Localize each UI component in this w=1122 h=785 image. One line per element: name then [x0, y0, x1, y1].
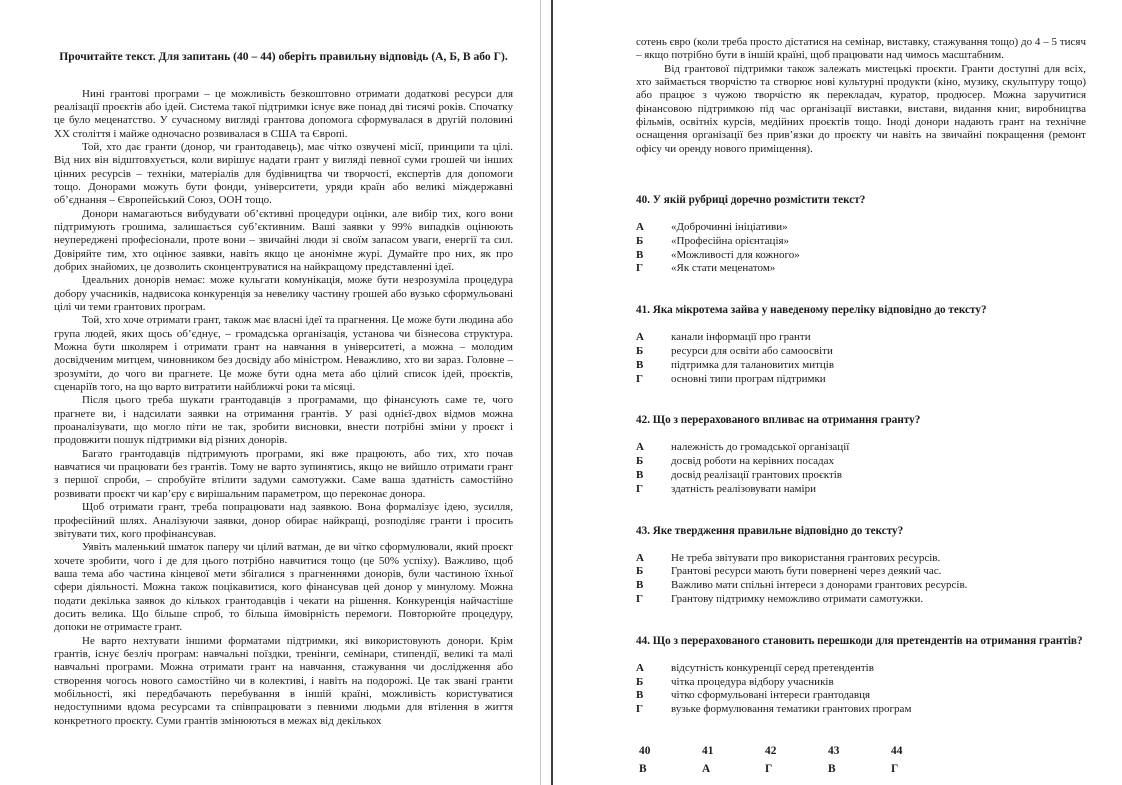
option-letter: В	[636, 358, 644, 371]
option-text: «Професійна орієнтація»	[671, 234, 790, 247]
option-row	[636, 441, 1086, 455]
option-letter: А	[636, 551, 644, 564]
option-letter: В	[636, 248, 644, 261]
passage-paragraph: Донори намагаються вибудувати об’єктивні процедури оцінки, але вибір тих, кого вони підтримують грошима, залишається суб’єктивним. Ваші заявки у 99% випадків оцінюють неупереджені професіонали, проте вони – звичайні люди зі своїм запасом уваги, енергії та сил. Довіряйте тим, хто оцінює заявки, навіть якщо це анонімне журі. Думайте про них, як про добрих знайомих, це дозволить сконцентруватися на найкращому представленні ідеї.	[54, 207, 513, 273]
option-letter: Г	[636, 262, 643, 275]
right-page	[636, 36, 1086, 775]
option-row	[636, 359, 1086, 373]
left-page	[54, 50, 513, 728]
passage-paragraph: Ідеальних донорів немає: може кульгати комунікація, може бути незрозуміла процедура добору учасників, надвисока конкуренція за невелику частину грошей або вузько сформульовані цілі чи теми грантових програм.	[54, 274, 513, 313]
option-letter: Г	[636, 703, 643, 716]
answer-key-letter: А	[702, 763, 711, 776]
option-text: належність до громадської організації	[671, 441, 850, 454]
passage-paragraph: Після цього треба шукати грантодавців з програмами, що фінансують саме те, чого прагнете ви, і надсилати заявки на отримання грантів. У разі однієї-двох відмов можна проаналізувати, що могло піти не так, зробити висновки, внести потрібні зміни у проєкт і продовжити пошук підтримки від різних донорів.	[54, 394, 513, 447]
option-row	[636, 235, 1086, 249]
question-heading: 43. Яке твердження правильне відповідно до тексту?	[636, 524, 904, 537]
question-block	[636, 193, 1086, 276]
option-text: канали інформації про гранти	[671, 331, 811, 344]
passage-instruction-header: Прочитайте текст. Для запитань (40 – 44) оберіть правильну відповідь (А, Б, В або Г).	[59, 50, 508, 63]
answer-key-column	[891, 745, 954, 775]
answer-key-letter: Г	[765, 763, 773, 776]
answer-key-number: 43	[828, 745, 840, 758]
question-block	[636, 634, 1086, 717]
option-letter: А	[636, 331, 644, 344]
option-letter: Б	[636, 234, 644, 247]
question-block	[636, 413, 1086, 496]
option-letter: Г	[636, 372, 643, 385]
option-letter: А	[636, 661, 644, 674]
option-row	[636, 703, 1086, 717]
question-heading: 44. Що з перерахованого становить перешкоди для претендентів на отримання грантів?	[636, 634, 1083, 647]
answer-key-letter: В	[639, 763, 647, 776]
question-block	[636, 524, 1086, 607]
option-text: відсутність конкуренції серед претендентів	[671, 661, 874, 674]
answer-key-number: 40	[639, 745, 651, 758]
option-text: Грантові ресурси мають бути повернені через деякий час.	[671, 565, 942, 578]
option-row	[636, 345, 1086, 359]
option-text: досвід реалізації грантових проєктів	[671, 469, 843, 482]
option-letter: Г	[636, 482, 643, 495]
page-scan-edge	[540, 0, 541, 785]
option-text: досвід роботи на керівних посадах	[671, 455, 835, 468]
answer-key-column	[702, 745, 765, 775]
option-text: здатність реалізовувати наміри	[671, 482, 816, 495]
option-row	[636, 262, 1086, 276]
option-letter: Г	[636, 593, 643, 606]
option-row	[636, 483, 1086, 497]
option-text: «Можливості для кожного»	[671, 248, 800, 261]
option-letter: А	[636, 221, 644, 234]
option-text: ресурси для освіти або самоосвіти	[671, 345, 833, 358]
option-letter: Б	[636, 345, 644, 358]
answer-key-table	[636, 745, 1086, 775]
option-text: Грантову підтримку неможливо отримати самотужки.	[671, 593, 924, 606]
option-text: Важливо мати спільні інтереси з донорами грантових ресурсів.	[671, 579, 968, 592]
question-heading: 40. У якій рубриці доречно розмістити текст?	[636, 194, 866, 207]
passage-text-left	[54, 88, 513, 729]
passage-paragraph: сотень євро (коли треба просто дістатися на семінар, виставку, стажування тощо) до 4 – 5 тисяч – якщо потрібно бути в іншій країні, щоб працювати над чимось масштабним.	[636, 36, 1086, 62]
option-text: «Як стати меценатом»	[671, 262, 776, 275]
option-letter: Б	[636, 565, 644, 578]
passage-paragraph: Від грантової підтримки також залежать мистецькі проєкти. Гранти доступні для всіх, хто займається творчістю та створює нові культурні продукти (кіно, музику, скульптуру тощо) або працює з чужою творчістю як перекладач, куратор, продюсер. Можна заручитися фінансовою підтримкою під час організації виставки, вистави, видання книг, виробництва фільмів, освітніх курсів, медійних проєктів тощо. Іноді донори надають грант на технічне оснащення організації без прив’язки до проєкту чи навіть на звичайні покращення (ремонт офісу чи оренду нового приміщення).	[636, 62, 1086, 155]
option-text: «Доброчинні ініціативи»	[671, 221, 788, 234]
option-row	[636, 676, 1086, 690]
question-block	[636, 303, 1086, 386]
option-row	[636, 331, 1086, 345]
option-text: основні типи програм підтримки	[671, 372, 826, 385]
answer-key-number: 41	[702, 745, 714, 758]
answer-key-column	[765, 745, 828, 775]
option-text: Не треба звітувати про використання грантових ресурсів.	[671, 551, 941, 564]
passage-paragraph: Уявіть маленький шматок паперу чи цілий ватман, де ви чітко сформулювали, який проєкт хочете зробити, чого і де для цього потрібно навчитися тощо (це 50% успіху). Важливо, щоб ваша тема або частина кінцевої мети збігалися з прагненнями донорів, були частиною їхньої сфери діяльності. Можна також поцікавитися, кого фінансував цей донор у минулому. Можна подати декілька заявок до кількох грантодавців і чекати на рішення. Конкуренція найчастіше досить велика. Що більше спроб, то більша ймовірність перемоги. Повторюйте процедуру, допоки не отримаєте грант.	[54, 541, 513, 634]
question-heading: 41. Яка мікротема зайва у наведеному переліку відповідно до тексту?	[636, 304, 987, 317]
option-row	[636, 552, 1086, 566]
option-letter: Б	[636, 675, 644, 688]
option-row	[636, 689, 1086, 703]
page-divider	[551, 0, 553, 785]
answer-key-column	[828, 745, 891, 775]
option-text: вузьке формулювання тематики грантових програм	[671, 703, 912, 716]
answer-key-number: 44	[891, 745, 903, 758]
option-row	[636, 249, 1086, 263]
option-row	[636, 593, 1086, 607]
option-letter: В	[636, 579, 644, 592]
option-letter: А	[636, 441, 644, 454]
answer-key-number: 42	[765, 745, 777, 758]
passage-paragraph: Той, хто дає гранти (донор, чи грантодавець), має чітко озвучені місії, принципи та цілі. Від них він відштовхується, коли вирішує надати грант у вигляді певної суми грошей чи інших цінних ресурсів – техніки, матеріалів для будівництва чи творчості, експертів для допомоги тощо. Донорами можуть бути фонди, університети, уряди країн або великі міждержавні об’єднання – Європейський Союз, ООН тощо.	[54, 140, 513, 207]
option-row	[636, 455, 1086, 469]
option-row	[636, 565, 1086, 579]
passage-paragraph: Багато грантодавців підтримують програми, які вже працюють, або тих, хто почав навчатися чи працювати без грантів. Тому не варто зупинятись, якщо не вийшло отримати грант з першої спроби, – спробуйте втілити задуми самотужки. Саме ваша здатність самостійно розвивати проєкт чи кар’єру є вирішальним параметром, що переконає донора.	[54, 447, 513, 500]
passage-paragraph: Нині грантові програми – це можливість безкоштовно отримати додаткові ресурси для реалізації проєктів або ідей. Система такої підтримки існує вже понад дві тисячі років. Спочатку це було меценатство. У сучасному вигляді грантова допомога сформувалася в другій половині XX століття і майже одночасно розвивалася в США та Європі.	[54, 87, 513, 140]
option-letter: В	[636, 469, 644, 482]
option-row	[636, 373, 1086, 387]
option-letter: В	[636, 689, 644, 702]
answer-key-column	[639, 745, 702, 775]
question-heading: 42. Що з перерахованого впливає на отримання гранту?	[636, 414, 921, 427]
passage-paragraph: Той, хто хоче отримати грант, також має власні ідеї та прагнення. Це може бути людина або група людей, яких щось об’єднує, – громадська організація, установа чи бізнесова структура. Можна бути школярем і отримати грант на навчання в університеті, а можна – молодим досвідченим митцем, чиновником без досвіду або міністром. Неважливо, хто ви зараз. Головне – зрозуміти, до чого ви прагнете. Це може бути одна мета або цілий список ідей, проєктів, сценаріїв того, на що варто витратити найближчі роки та місяці.	[54, 314, 513, 394]
option-row	[636, 662, 1086, 676]
option-row	[636, 469, 1086, 483]
option-letter: Б	[636, 455, 644, 468]
option-row	[636, 579, 1086, 593]
option-text: підтримка для талановитих митців	[671, 358, 835, 371]
passage-paragraph: Не варто нехтувати іншими форматами підтримки, які використовують донори. Крім грантів, існує безліч програм: навчальні поїздки, тренінги, семінари, стипендії, великі та малі навчальні програми. Можна отримати грант на навчання, стажування чи дослідження або створення чогось нового самостійно чи в колективі, і навіть на подорожі. Це так звані гранти мобільності, які передбачають перебування в іншій країні, можливість користуватися недоступними вдома ресурсами та співпрацювати з певними людьми для втілення в життя конкретного проєкту. Суми грантів змінюються в межах від декількох	[54, 634, 513, 727]
option-text: чітко сформульовані інтереси грантодавця	[671, 689, 871, 702]
answer-key-letter: В	[828, 763, 836, 776]
passage-paragraph: Щоб отримати грант, треба попрацювати над заявкою. Вона формалізує ідею, зусилля, професійний шлях. Аналізуючи заявки, донор обирає найкращі, розподіляє гранти і просить звітувати тих, кого профінансував.	[54, 501, 513, 540]
passage-text-continuation	[636, 36, 1086, 156]
answer-key-letter: Г	[891, 763, 899, 776]
option-text: чітка процедура відбору учасників	[671, 675, 834, 688]
option-row	[636, 221, 1086, 235]
questions-section	[636, 193, 1086, 717]
